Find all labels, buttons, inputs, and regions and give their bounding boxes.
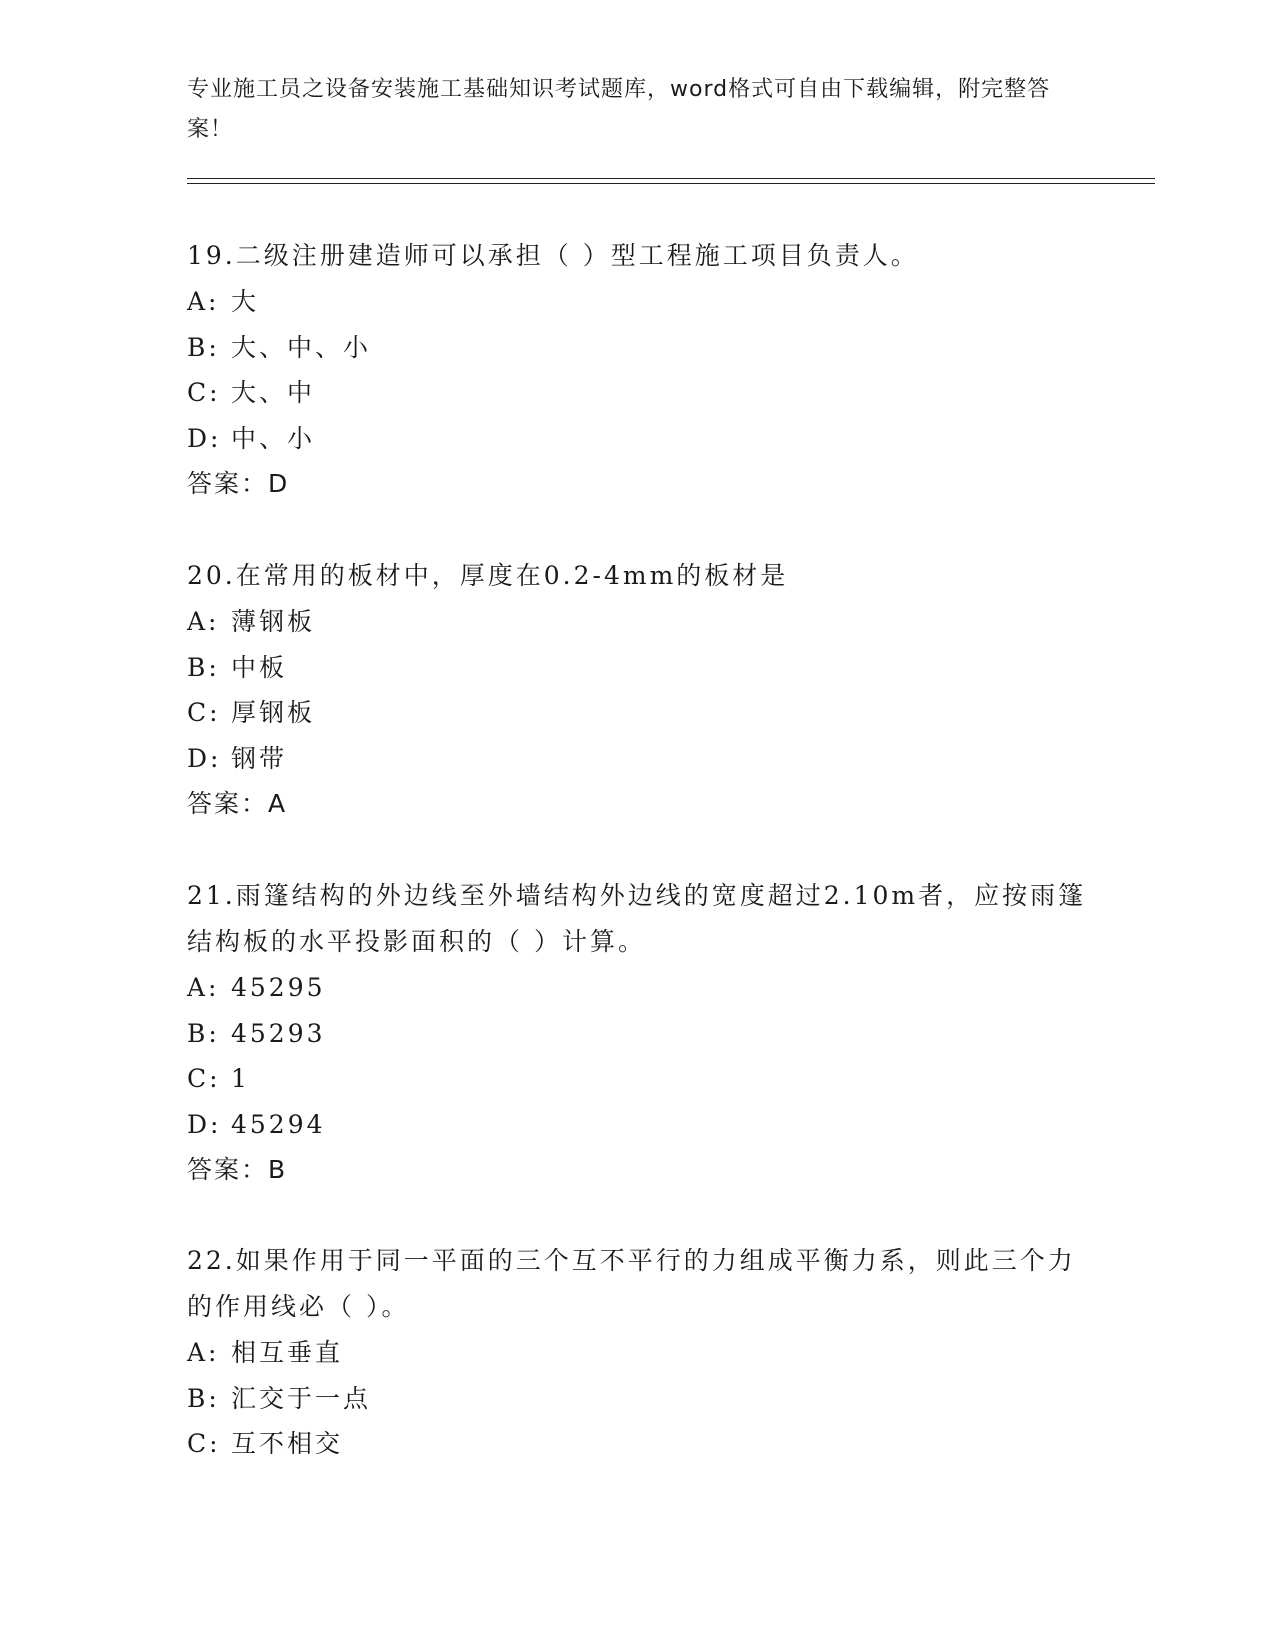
option-letter: B: [187, 652, 220, 682]
header-divider-bottom [187, 183, 1155, 184]
option-letter: D: [187, 1109, 222, 1139]
option-letter: C: [187, 1064, 221, 1093]
question-20 [187, 553, 1087, 826]
option-letter: C: [187, 378, 221, 407]
answer-line: 答案：B [187, 1155, 288, 1184]
question-stem: 19.二级注册建造师可以承担（ ）型工程施工项目负责人。 [187, 241, 919, 270]
option-text: 大、中、小 [231, 332, 372, 362]
question-22 [187, 1238, 1087, 1467]
question-21 [187, 873, 1087, 1192]
option-letter: C: [187, 1429, 221, 1458]
option-letter: B: [187, 332, 220, 362]
option-d [187, 736, 1087, 782]
option-text: 互不相交 [231, 1429, 344, 1458]
option-letter: B: [187, 1018, 220, 1048]
option-b [187, 1376, 1087, 1422]
option-a [187, 1330, 1087, 1376]
option-text: 厚钢板 [231, 698, 316, 727]
option-text: 45295 [231, 973, 326, 1002]
header-divider-top [187, 178, 1155, 179]
option-letter: B: [187, 1383, 220, 1413]
option-text: 钢带 [231, 743, 288, 773]
document-header [187, 70, 1067, 150]
option-text: 薄钢板 [231, 607, 316, 636]
option-b [187, 325, 1087, 371]
option-letter: A: [187, 1338, 220, 1367]
header-text: 专业施工员之设备安装施工基础知识考试题库，word格式可自由下载编辑，附完整答案！ [187, 77, 1051, 142]
option-d [187, 1102, 1087, 1148]
question-stem: 22.如果作用于同一平面的三个互不平行的力组成平衡力系，则此三个力的作用线必（ ）。 [187, 1246, 1076, 1321]
option-text: 1 [231, 1064, 250, 1093]
option-text: 45294 [231, 1109, 326, 1139]
option-letter: A: [187, 287, 220, 316]
option-text: 中板 [231, 652, 288, 682]
option-a [187, 965, 1087, 1011]
option-text: 45293 [231, 1018, 326, 1048]
option-b [187, 645, 1087, 691]
option-letter: D: [187, 743, 222, 773]
option-c [187, 1421, 1087, 1467]
option-c [187, 370, 1087, 416]
option-text: 相互垂直 [231, 1338, 344, 1367]
option-text: 汇交于一点 [231, 1383, 372, 1413]
answer-line: 答案：D [187, 469, 290, 498]
option-a [187, 279, 1087, 325]
option-c [187, 690, 1087, 736]
option-d [187, 416, 1087, 462]
question-19 [187, 233, 1087, 506]
question-stem: 20.在常用的板材中，厚度在0.2-4mm的板材是 [187, 561, 789, 590]
option-text: 大、中 [231, 378, 316, 407]
question-stem: 21.雨篷结构的外边线至外墙结构外边线的宽度超过2.10m者，应按雨篷结构板的水平投影面积的（ ）计算。 [187, 881, 1087, 956]
option-c [187, 1056, 1087, 1102]
option-a [187, 599, 1087, 645]
option-b [187, 1011, 1087, 1057]
answer-line: 答案：A [187, 789, 288, 818]
option-letter: D: [187, 423, 222, 453]
option-letter: C: [187, 698, 221, 727]
option-text: 中、小 [231, 423, 316, 453]
option-letter: A: [187, 973, 220, 1002]
option-text: 大 [231, 287, 260, 316]
option-letter: A: [187, 607, 220, 636]
